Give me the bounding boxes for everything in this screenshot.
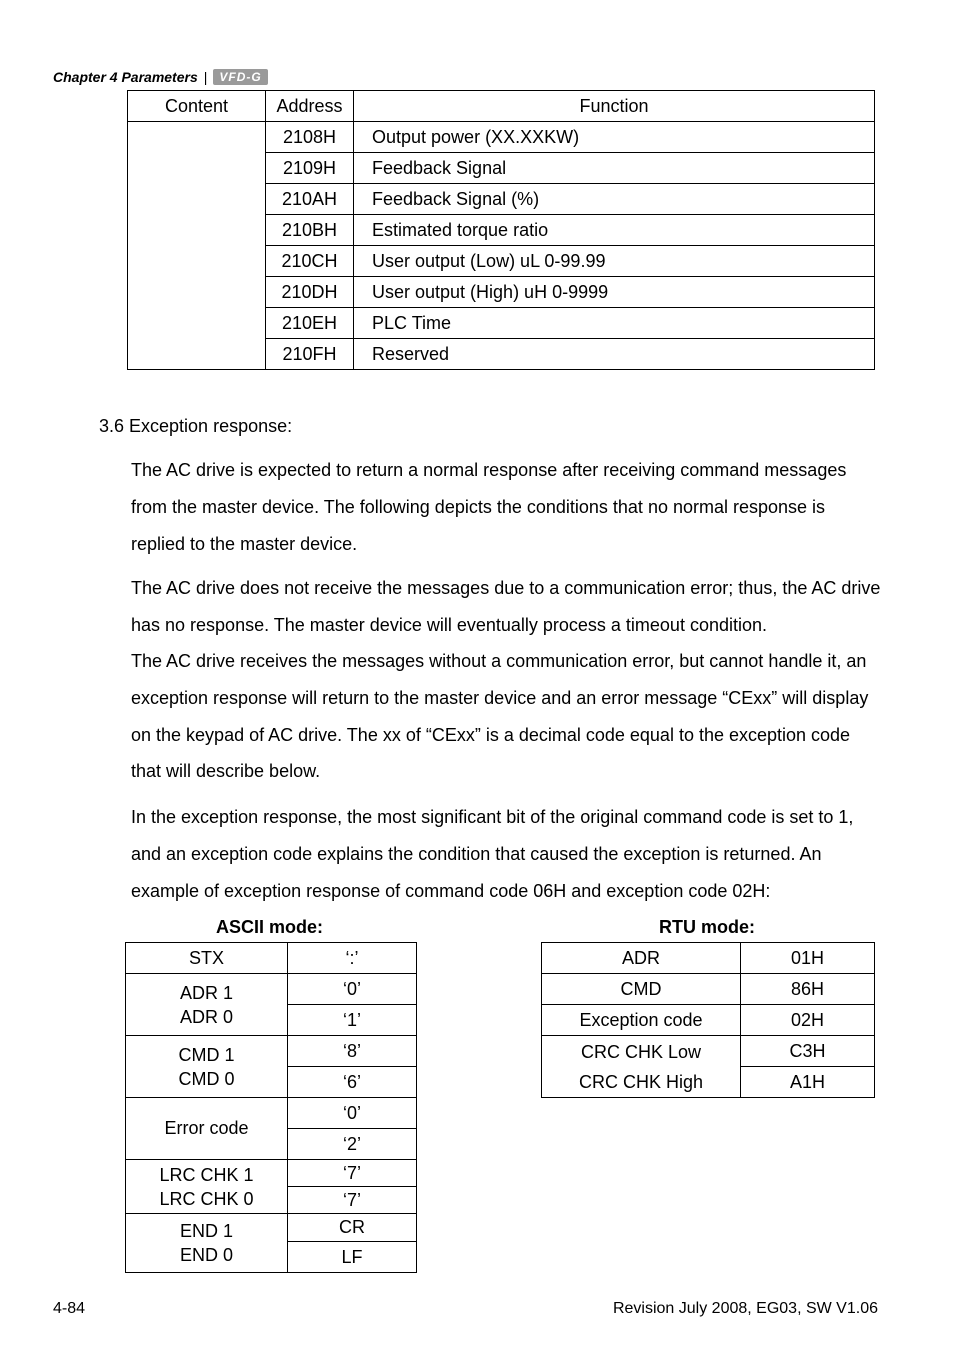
value-cell: ‘8’: [288, 1036, 417, 1067]
field-line: LRC CHK 0: [159, 1188, 254, 1209]
field-line: ADR 1: [179, 982, 233, 1003]
ascii-mode-label: ASCII mode:: [216, 917, 324, 937]
page-number: 4-84: [53, 1300, 86, 1317]
address-cell: 2108H: [266, 122, 354, 153]
section-title: 3.6 Exception response:: [99, 416, 293, 436]
function-cell: Feedback Signal: [354, 153, 875, 184]
function-cell: Reserved: [354, 339, 875, 370]
field-line: END 0: [179, 1245, 233, 1265]
function-cell: Output power (XX.XXKW): [354, 122, 875, 153]
address-cell: 210CH: [266, 246, 354, 277]
function-cell: Feedback Signal (%): [354, 184, 875, 215]
field-line: END 1: [179, 1221, 233, 1241]
value-cell: ‘7’: [288, 1160, 417, 1187]
function-cell: PLC Time: [354, 308, 875, 339]
field-line: CRC CHK Low: [580, 1041, 702, 1062]
parameter-address-table: [127, 90, 875, 370]
value-cell: 01H: [741, 943, 875, 974]
content-cell: [128, 122, 266, 370]
field-line: LRC CHK 1: [159, 1164, 254, 1185]
value-cell: 02H: [741, 1005, 875, 1036]
field-line: ADR 0: [179, 1006, 233, 1027]
paragraph: In the exception response, the most significant bit of the original command code is set to 1, and an exception code explains the condition that caused the exception is returned. An example of exception response of command code 06H and exception code 02H:: [131, 807, 854, 901]
vfd-logo: VFD-G: [213, 69, 267, 85]
rtu-mode-label: RTU mode:: [659, 917, 755, 937]
page-header: [53, 69, 268, 85]
value-cell: ‘7’: [288, 1187, 417, 1214]
field-cell: [126, 1160, 288, 1214]
address-cell: 210DH: [266, 277, 354, 308]
header-separator: |: [203, 69, 208, 85]
field-cell: Exception code: [542, 1005, 741, 1036]
field-line: CMD 0: [178, 1068, 235, 1089]
chapter-title: Chapter 4 Parameters: [53, 69, 198, 85]
column-header-content: Content: [128, 91, 266, 122]
paragraph: The AC drive receives the messages without a communication error, but cannot handle it, an exception response will return to the master device and an error message “CExx” will display on the keypad of AC drive. The xx of “CExx” is a decimal code equal to the exception code that will describe below.: [131, 651, 869, 782]
value-cell: ‘1’: [288, 1005, 417, 1036]
address-cell: 210BH: [266, 215, 354, 246]
field-cell: STX: [126, 943, 288, 974]
value-cell: ‘:’: [288, 943, 417, 974]
value-cell: CR: [288, 1214, 417, 1242]
field-cell: ADR: [542, 943, 741, 974]
revision-text: Revision July 2008, EG03, SW V1.06: [612, 1300, 878, 1317]
field-cell: Error code: [126, 1098, 288, 1160]
field-cell: CMD: [542, 974, 741, 1005]
function-cell: User output (High) uH 0-9999: [354, 277, 875, 308]
crc-field-cell: [542, 1036, 741, 1098]
field-cell: [126, 1214, 288, 1273]
function-cell: Estimated torque ratio: [354, 215, 875, 246]
value-cell: ‘6’: [288, 1067, 417, 1098]
value-cell: LF: [288, 1242, 417, 1273]
value-cell: ‘0’: [288, 1098, 417, 1129]
column-header-address: Address: [266, 91, 354, 122]
value-cell: C3H: [741, 1036, 875, 1067]
value-cell: ‘0’: [288, 974, 417, 1005]
value-cell: A1H: [741, 1067, 875, 1098]
value-cell: 86H: [741, 974, 875, 1005]
function-cell: User output (Low) uL 0-99.99: [354, 246, 875, 277]
address-cell: 2109H: [266, 153, 354, 184]
column-header-function: Function: [354, 91, 875, 122]
paragraph: The AC drive is expected to return a normal response after receiving command messages from the master device. The following depicts the conditions that no normal response is replied to the master device.: [131, 460, 847, 554]
address-cell: 210EH: [266, 308, 354, 339]
ascii-mode-table: [125, 942, 417, 1273]
value-cell: ‘2’: [288, 1129, 417, 1160]
address-cell: 210FH: [266, 339, 354, 370]
address-cell: 210AH: [266, 184, 354, 215]
field-cell: [126, 974, 288, 1036]
field-line: CRC CHK High: [578, 1071, 704, 1092]
field-line: CMD 1: [178, 1044, 235, 1065]
field-cell: [126, 1036, 288, 1098]
rtu-mode-table: [541, 942, 875, 1098]
paragraph: The AC drive does not receive the messages due to a communication error; thus, the AC drive has no response. The master device will eventually process a timeout condition.: [131, 578, 881, 635]
